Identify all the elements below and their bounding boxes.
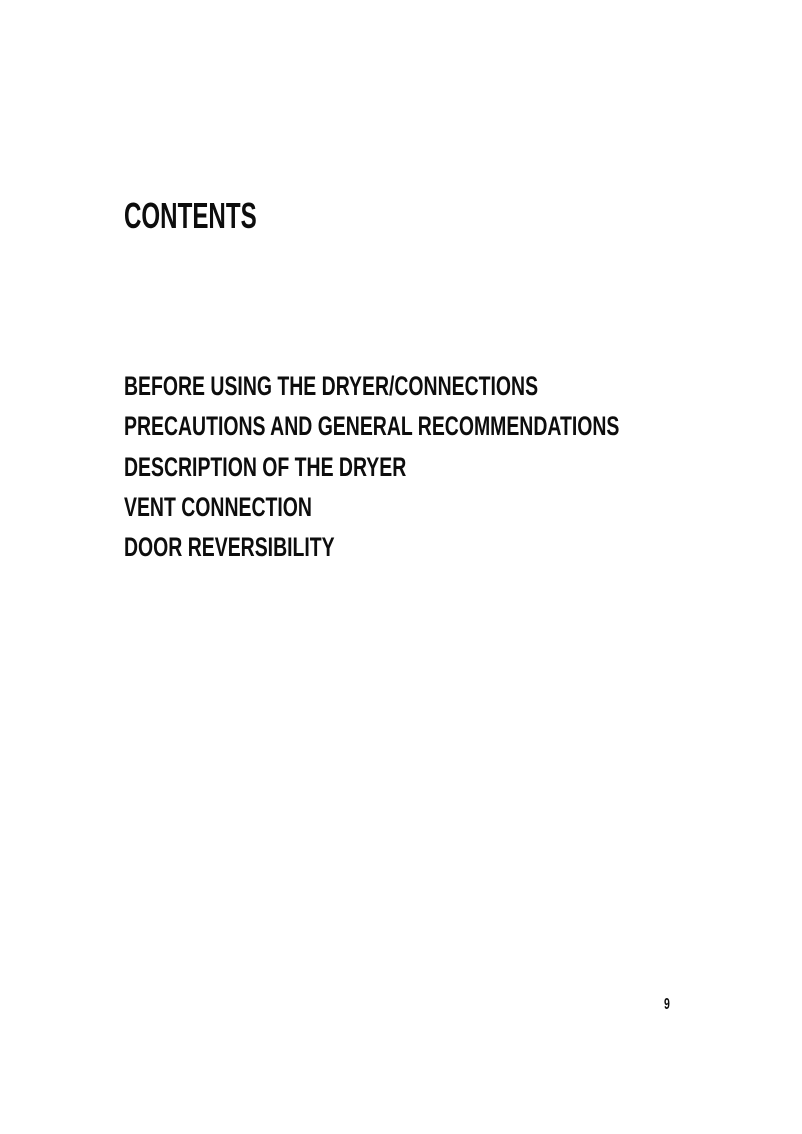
page-title: CONTENTS: [124, 195, 257, 236]
toc-item-vent-connection: VENT CONNECTION: [124, 491, 312, 522]
toc-item-before-using: BEFORE USING THE DRYER/CONNECTIONS: [124, 371, 539, 401]
toc-item-precautions: PRECAUTIONS AND GENERAL RECOMMENDATIONS: [124, 411, 620, 442]
toc-item-description: DESCRIPTION OF THE DRYER: [124, 451, 407, 482]
page-number: 9: [664, 996, 670, 1013]
table-of-contents: [124, 366, 802, 567]
toc-item-door-reversibility: DOOR REVERSIBILITY: [124, 532, 335, 563]
